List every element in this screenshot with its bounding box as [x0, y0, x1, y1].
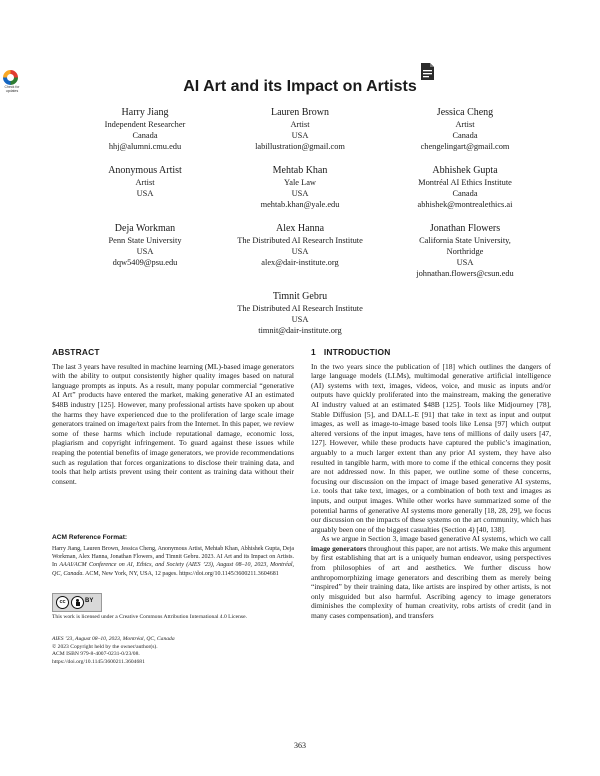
author-block	[370, 222, 560, 279]
author-block	[205, 164, 395, 210]
author-block	[205, 290, 395, 336]
section-number: 1	[311, 347, 316, 357]
attribution-icon	[71, 596, 84, 609]
intro-p2-term: image generators	[311, 543, 367, 553]
author-country: USA	[456, 258, 474, 267]
author-country: Canada	[452, 131, 478, 140]
author-email: abhishek@montrealethics.ai	[417, 200, 513, 209]
author-email: mehtab.khan@yale.edu	[260, 200, 340, 209]
author-name: Lauren Brown	[270, 107, 330, 118]
author-country: USA	[136, 189, 154, 198]
abstract-section	[52, 348, 294, 486]
author-name: Jonathan Flowers	[429, 223, 501, 234]
author-country: USA	[291, 315, 309, 324]
reference-format-text	[52, 545, 294, 578]
creative-commons-badge[interactable]	[52, 593, 102, 612]
author-block	[370, 106, 560, 152]
author-name: Jessica Cheng	[436, 107, 494, 118]
pub-doi[interactable]: https://doi.org/10.1145/3600211.3604681	[52, 658, 145, 665]
author-country: Canada	[452, 189, 478, 198]
author-affiliation: Artist	[135, 178, 155, 187]
intro-p2-pre: As we argue in Section 3, image based generative AI systems, which we call	[321, 534, 551, 544]
author-name: Harry Jiang	[121, 107, 169, 118]
author-email: timnit@dair-institute.org	[258, 326, 342, 335]
badge-label: Check for updates	[4, 85, 20, 93]
intro-paragraph-1: In the two years since the publication of [18] which outlines the dangers of large language models (LLMs), multimodal generative artificial intelligence (AI) systems with text, images, videos, voice, and music as inputs and/or outputs have quickly proliferated into the mainstream, making the generative AI industry valued at an estimated $48B [125]. Tools like Midjourney [78], Stable Diffusion [5], and DALL-E [91] that take in text as input and output images, as well as image-to-image based tools like Lensa [97] which output altered versions of the input images, have tens of millions of daily users [47, 127]. However, while these products have captured the public’s imagination, arguably to a much larger extent than any prior AI system, they have also resulted in tangible harm, with more to come if the ethical concerns they posit are not addressed now. In this paper, we outline some of these concerns, focusing our discussion on the impact of image based generative AI systems, i.e. tools that take text, images, or a combination of both text and images as inputs, and output images. While other works have summarized some of the potential harms of generative AI systems more generally [18, 28, 29], we focus our discussion on the impacts of these systems on the art community, which has arguably been one of the biggest casualties (Section 4) [40, 138].	[311, 361, 551, 534]
author-country: USA	[291, 247, 309, 256]
author-affiliation: Independent Researcher	[104, 120, 186, 129]
author-name: Timnit Gebru	[272, 291, 328, 302]
author-affiliation: Artist	[290, 120, 310, 129]
author-block	[205, 222, 395, 268]
author-affiliation: Artist	[455, 120, 475, 129]
reference-venue: AAAI/ACM Conference on AI, Ethics, and Society (AIES ’23), August 08–10, 2023, Montréal, QC, Canada.	[52, 562, 294, 577]
abstract-heading: ABSTRACT	[52, 347, 100, 357]
author-name: Abhishek Gupta	[432, 165, 498, 176]
publication-info	[52, 636, 294, 666]
author-affiliation-2: Northridge	[446, 247, 484, 256]
abstract-text: The last 3 years have resulted in machine learning (ML)-based image generators with the ability to output consistently higher quality images based on natural language prompts as inputs. As a result, many popular commercial “generative AI Art” products have entered the market, making generative AI an estimated $48B industry [125]. However, many professional artists have spoken up about the harms they have experienced due to the proliferation of large scale image generators trained on image/text pairs from the Internet. In this paper, we review some of these harms which include reputational damage, economic loss, plagiarism and copyright infringement. To guard against these issues while reaping the potential benefits of image generators, we provide recommendations such as regulation that forces organizations to disclose their training data, and tools that help artists prevent using their content as training data without their consent.	[52, 361, 294, 486]
author-email: chengelingart@gmail.com	[420, 142, 510, 151]
author-affiliation: Penn State University	[108, 236, 182, 245]
license-text: This work is licensed under a Creative Commons Attribution International 4.0 License.	[52, 614, 247, 620]
author-affiliation: Montréal AI Ethics Institute	[418, 178, 512, 187]
introduction-heading	[311, 348, 551, 358]
author-email: hhj@alumni.cmu.edu	[108, 142, 182, 151]
introduction-section	[311, 348, 551, 621]
author-name: Alex Hanna	[275, 223, 325, 234]
intro-paragraph-2	[311, 534, 551, 620]
pub-isbn: ACM ISBN 979-8-4007-0231-0/23/08.	[52, 651, 140, 658]
reference-authors: Harry Jiang, Lauren Brown, Jessica Cheng, Anonymous Artist, Mehtab Khan, Abhishek Gupta, Deja Workman, Alex Hanna, Jonathan Flowers, and Timnit Gebru. 2023. AI Art and its Impact on Artists. In	[52, 546, 294, 569]
author-affiliation: California State University,	[419, 236, 511, 245]
author-email: labillustration@gmail.com	[255, 142, 345, 151]
author-country: USA	[291, 131, 309, 140]
section-title: INTRODUCTION	[323, 347, 391, 357]
author-country: USA	[136, 247, 154, 256]
author-name: Deja Workman	[114, 223, 176, 234]
author-country: USA	[291, 189, 309, 198]
author-affiliation: Yale Law	[284, 178, 316, 187]
author-affiliation: The Distributed AI Research Institute	[237, 304, 363, 313]
pub-copyright: © 2023 Copyright held by the owner/author(s).	[52, 643, 158, 650]
author-email: dqw5409@psu.edu	[112, 258, 178, 267]
intro-p2-post: throughout this paper, are not artists. We make this argument by first establishing that art is a uniquely human endeavor, using perspectives from philosophies of art and aesthetics. We further discuss how anthropomorphizing image generators and describing them as merely being “inspired” by their training data, like artists are inspired by other artists, is not only misguided but also harmful. Ascribing agency to image generators diminishes the complexity of human creativity, robs artists of credit (and in many cases compensation), and transfers	[311, 543, 551, 621]
author-affiliation: The Distributed AI Research Institute	[237, 236, 363, 245]
page-number: 363	[294, 741, 306, 750]
author-block	[205, 106, 395, 152]
author-name: Mehtab Khan	[272, 165, 328, 176]
author-email: johnathan.flowers@csun.edu	[416, 269, 514, 278]
pub-venue: AIES ’23, August 08–10, 2023, Montréal, QC, Canada	[52, 636, 175, 642]
cc-icon: cc	[56, 596, 69, 609]
cc-by-label: BY	[85, 598, 94, 604]
author-name: Anonymous Artist	[108, 165, 182, 176]
author-country: Canada	[132, 131, 158, 140]
reference-tail: ACM, New York, NY, USA, 12 pages. https://doi.org/10.1145/3600211.3604681	[83, 570, 279, 577]
reference-format-heading: ACM Reference Format:	[52, 534, 128, 541]
author-email: alex@dair-institute.org	[261, 258, 339, 267]
author-block	[370, 164, 560, 210]
paper-title: AI Art and its Impact on Artists	[183, 78, 417, 95]
